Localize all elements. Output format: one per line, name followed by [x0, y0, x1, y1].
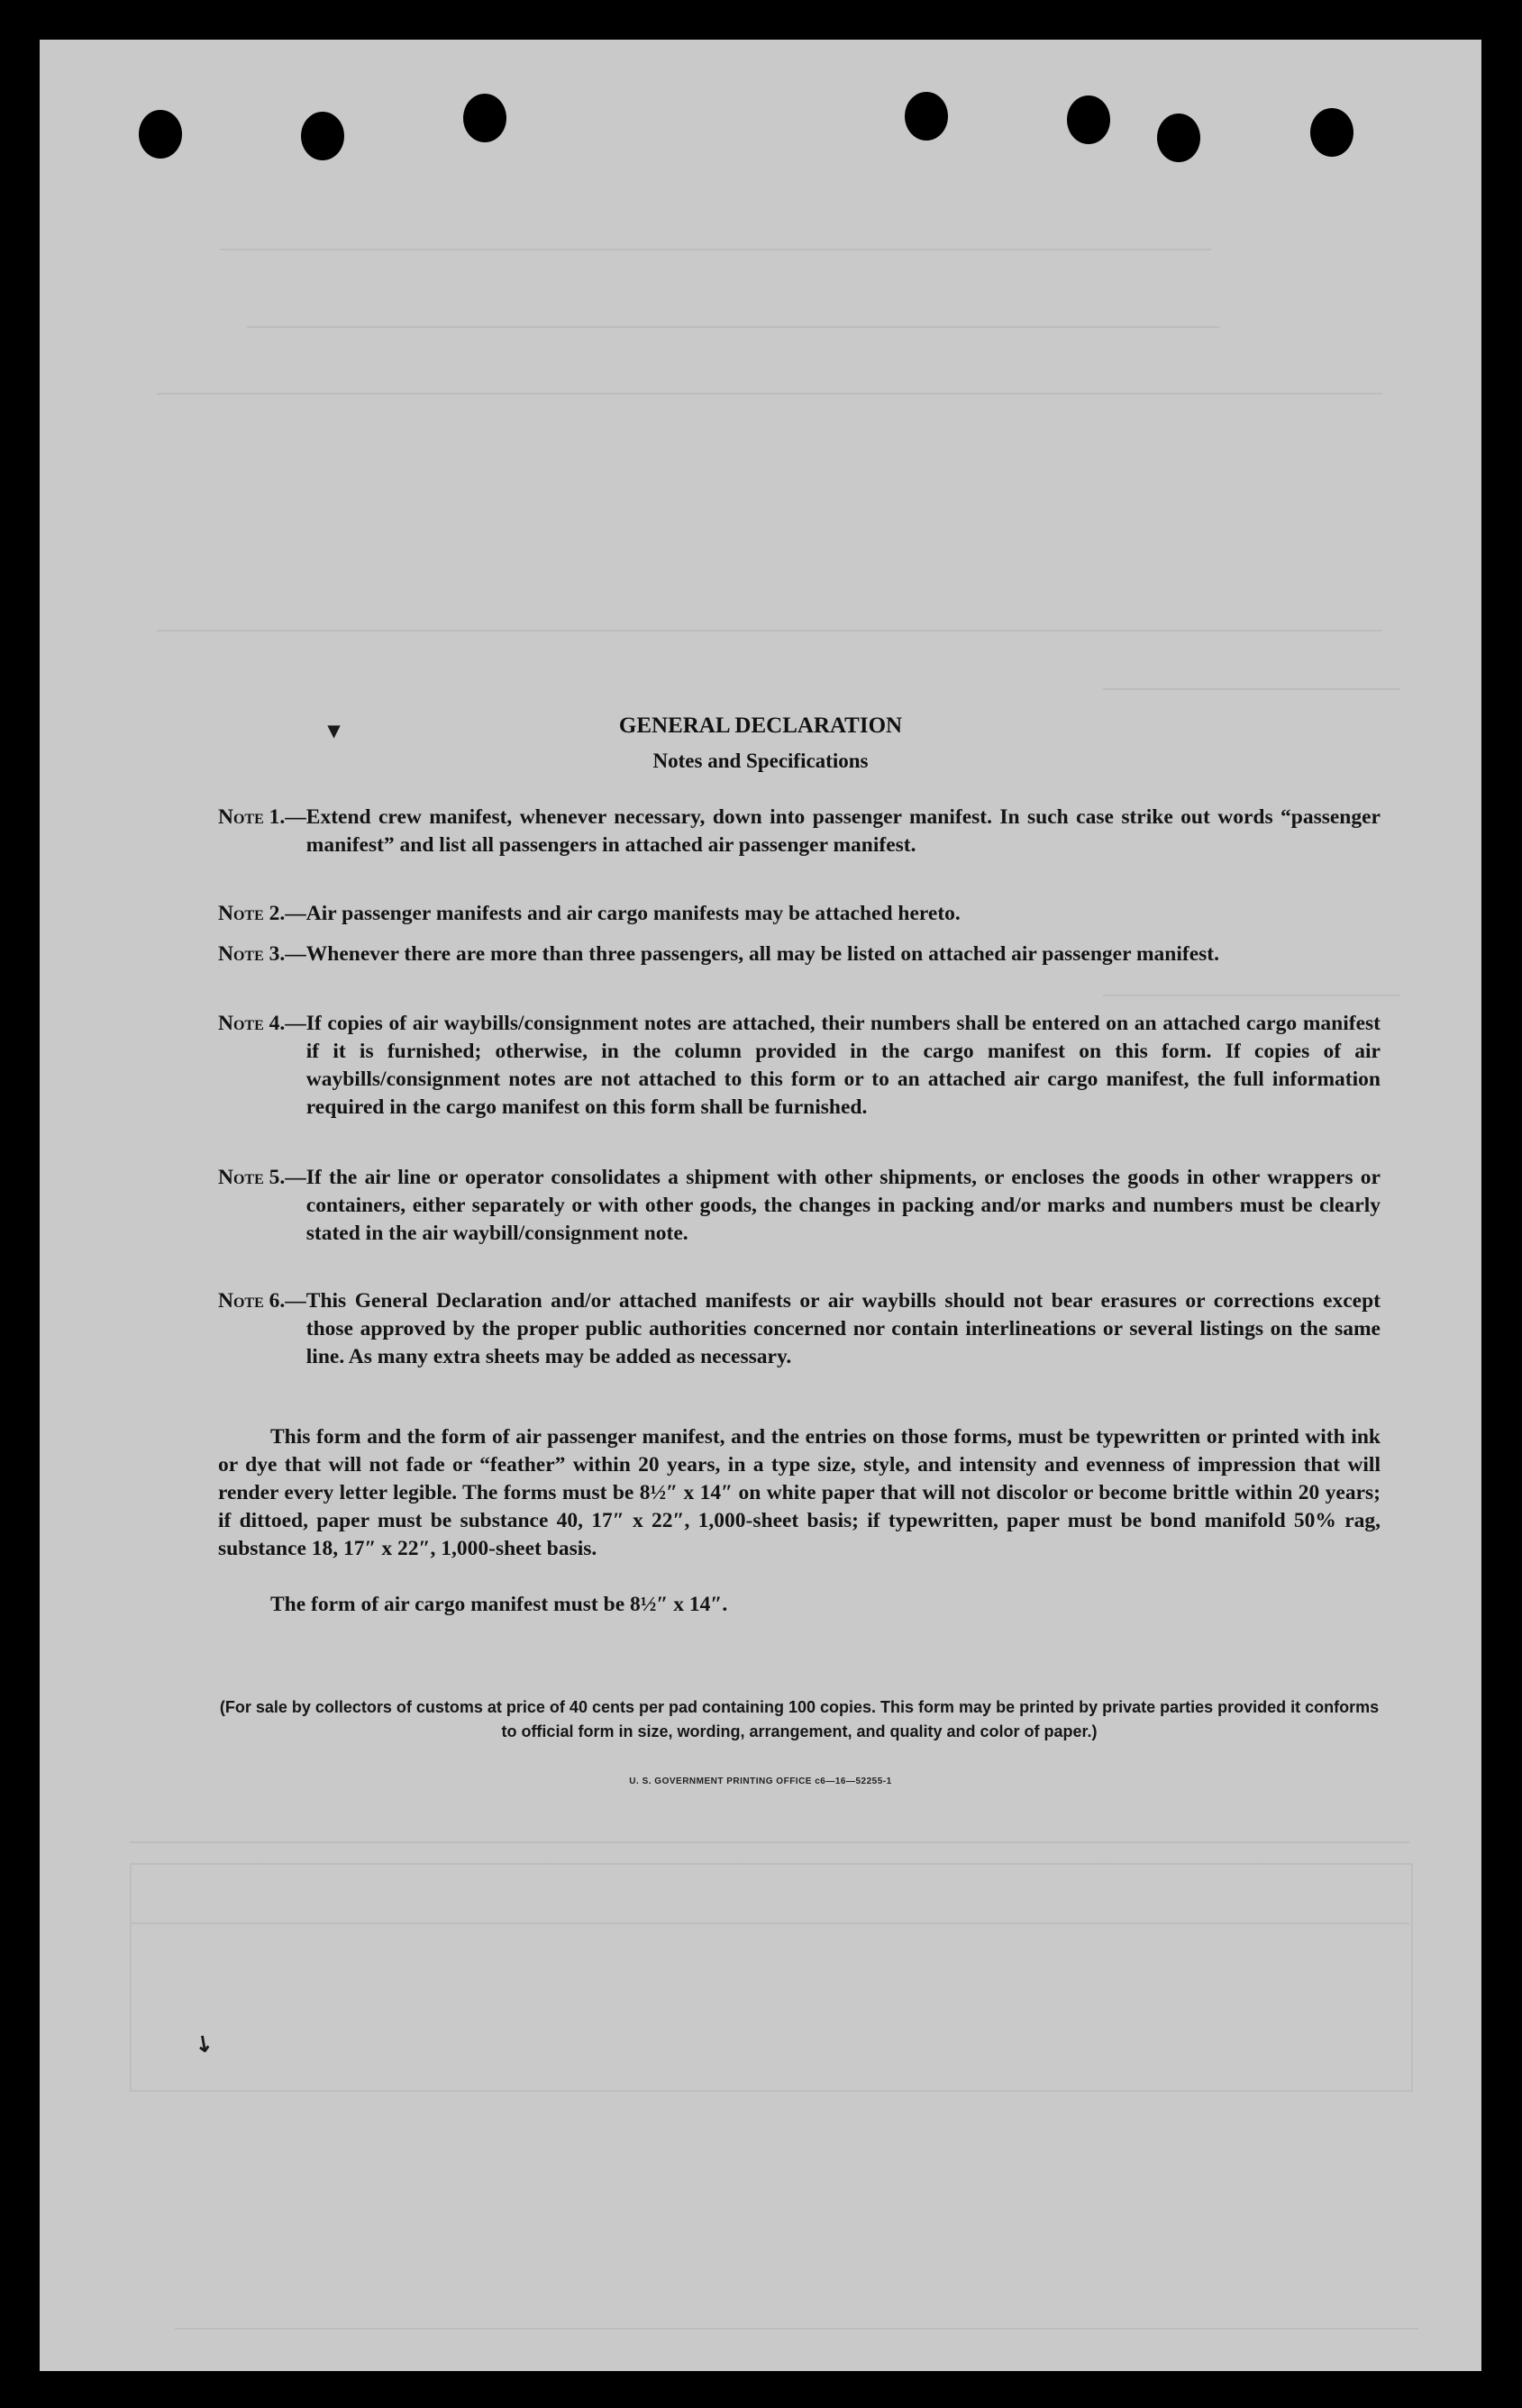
cargo-size-line: The form of air cargo manifest must be 8½″ x 14″. [270, 1593, 728, 1616]
punch-hole [301, 112, 344, 160]
bleed-through-line [256, 1863, 258, 1865]
specification-paragraph: This form and the form of air passenger manifest, and the entries on those forms, must be typewritten or printed with ink or dye that will not fade or “feather” within 20 years, in a type size, style, and intensity and evenness of impression that will render every letter legible. The forms must be 8½″ x 14″ on white paper that will not discolor or become brittle within 20 years; if dittoed, paper must be substance 40, 17″ x 22″, 1,000-sheet basis; if typewritten, paper must be bond manifold 50% rag, substance 18, 17″ x 22″, 1,000-sheet basis. [218, 1425, 1381, 1560]
bleed-through-line [157, 393, 1382, 395]
punch-hole [1157, 114, 1200, 162]
note-label: Note 5.— [218, 1166, 306, 1189]
bleed-through-table [130, 1863, 1413, 2092]
note-5 [218, 1164, 1381, 1248]
bleed-through-line [743, 1863, 744, 1865]
bleed-through-line [130, 1922, 1409, 1924]
document-page [40, 40, 1481, 2371]
bleed-through-line [1103, 995, 1400, 996]
bleed-through-line [1103, 1863, 1105, 1865]
document-heading: GENERAL DECLARATION [618, 713, 903, 738]
note-text: Extend crew manifest, whenever necessary, down into passenger manifest. In such case strike out words “passenger manifest” and list all passengers in attached air passenger manifest. [305, 805, 1381, 857]
note-3 [218, 940, 1381, 968]
bleed-through-line [1256, 1863, 1258, 1865]
note-1 [218, 804, 1381, 859]
punch-hole [1310, 108, 1353, 157]
bleed-through-line [220, 249, 1211, 250]
bleed-through-line [130, 1841, 1409, 1843]
bleed-through-line [157, 630, 1382, 632]
note-label: Note 6.— [218, 1289, 306, 1313]
punch-hole [905, 92, 948, 141]
note-text: If copies of air waybills/consignment notes are attached, their numbers shall be entered on an attached cargo manifest if it is furnished; otherwise, in the column provided in the cargo manifest on this form. If copies of air waybills/consignment notes are not attached to this form or to an attached air cargo manifest, the full information required in the cargo manifest on this form shall be furnished. [305, 1012, 1381, 1119]
bleed-through-line [247, 326, 1220, 328]
note-text: This General Declaration and/or attached manifests or air waybills should not bear erasures or corrections except those approved by the proper public authorities concerned nor contain interlineations or several listings on the same line. As many extra sheets may be added as necessary. [305, 1289, 1381, 1368]
bleed-through-line [544, 1863, 546, 1865]
sale-notice: (For sale by collectors of customs at price of 40 cents per pad containing 100 copies. This form may be printed by private parties provided it conforms to official form in size, wording, arrangement, and quality and color of paper.) [219, 1698, 1380, 1740]
note-label: Note 2.— [218, 902, 306, 925]
punch-hole [139, 110, 182, 159]
stray-mark: ▾ [328, 717, 341, 743]
note-label: Note 3.— [218, 942, 306, 966]
stray-mark: ↘ [189, 2029, 218, 2059]
note-text: If the air line or operator consolidates a shipment with other shipments, or encloses the goods in other wrappers or containers, either separately or with other goods, the changes in packing and/or marks and numbers must be clearly stated in the air waybill/consignment note. [305, 1166, 1381, 1245]
note-2 [218, 900, 1381, 928]
bleed-through-line [1103, 688, 1400, 690]
bleed-through-line [175, 2328, 1418, 2330]
printer-line: U. S. GOVERNMENT PRINTING OFFICE c6—16—52255-1 [629, 1776, 892, 1786]
note-label: Note 4.— [218, 1012, 306, 1035]
note-text: Whenever there are more than three passengers, all may be listed on attached air passenger manifest. [305, 942, 1219, 966]
note-6 [218, 1287, 1381, 1371]
punch-hole [463, 94, 506, 142]
note-4 [218, 1010, 1381, 1122]
note-text: Air passenger manifests and air cargo manifests may be attached hereto. [305, 902, 961, 925]
punch-hole [1067, 95, 1110, 144]
note-label: Note 1.— [218, 805, 306, 829]
document-subheading: Notes and Specifications [652, 750, 869, 772]
